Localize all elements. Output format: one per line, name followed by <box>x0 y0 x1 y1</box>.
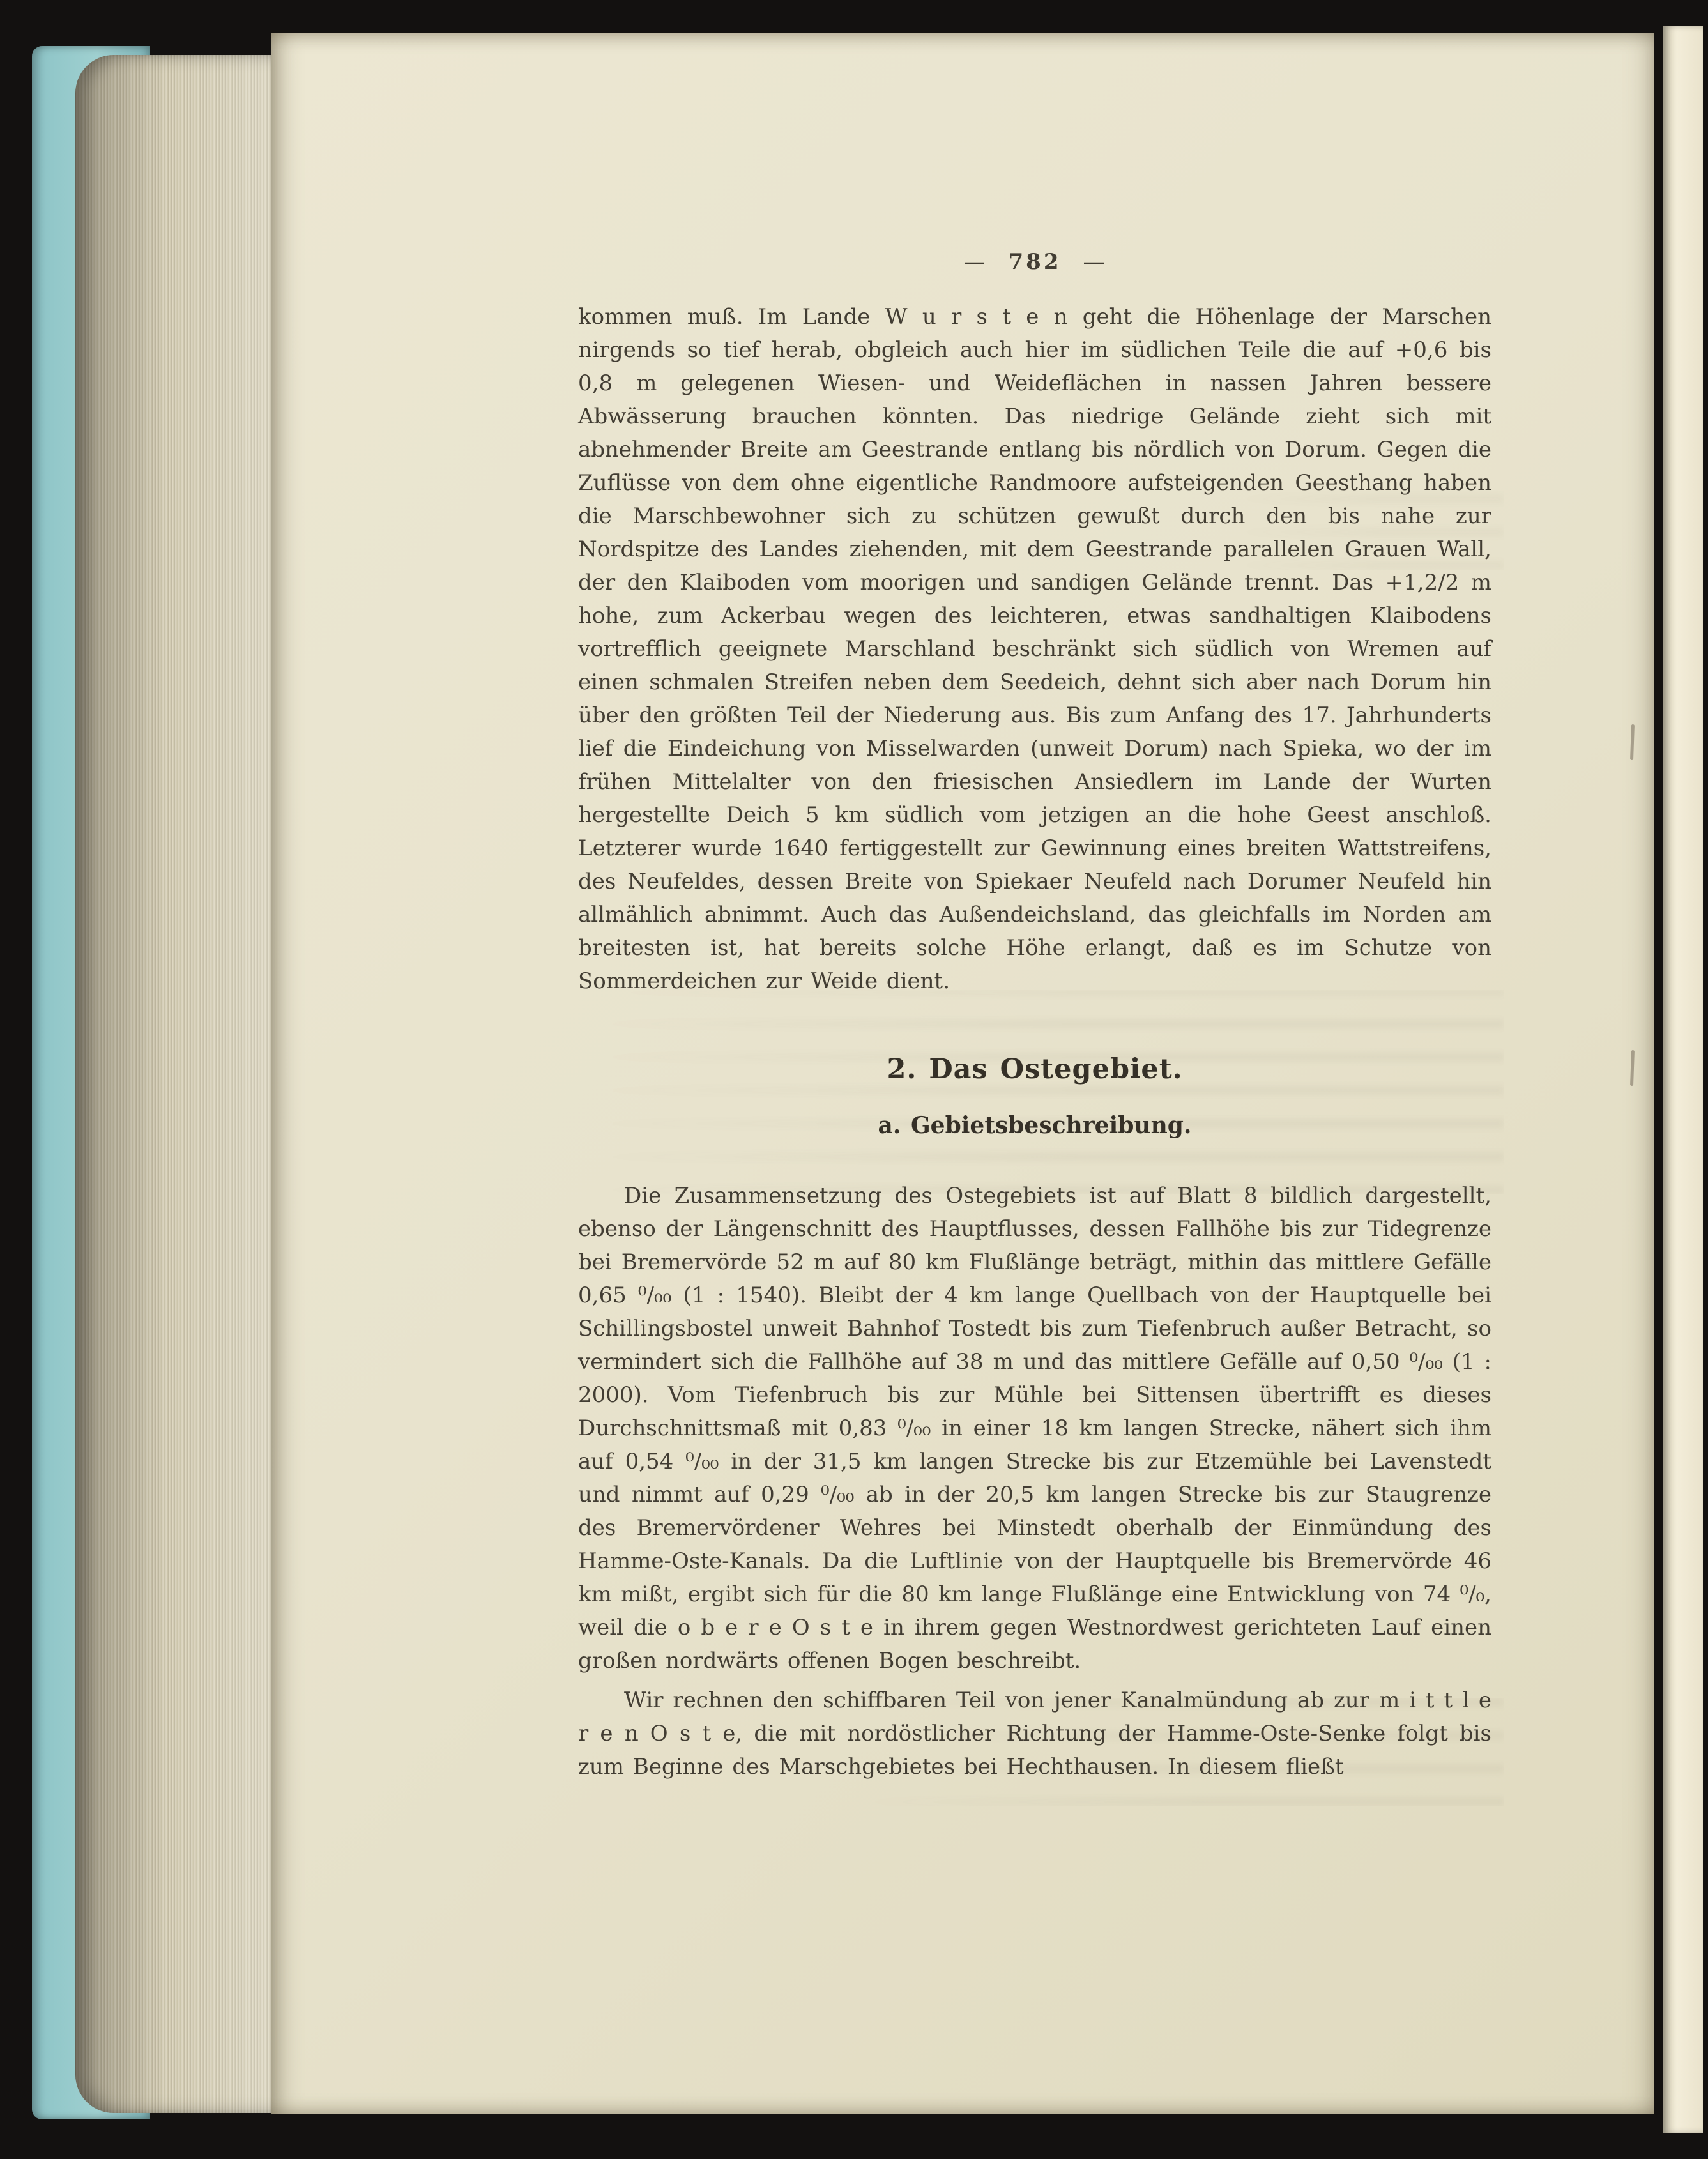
text-block <box>578 300 1491 1790</box>
next-page-edge <box>1663 26 1703 2133</box>
page-number: 782 <box>1008 249 1062 275</box>
page-number-dash-left: — <box>963 249 987 275</box>
paragraph-mittlere-oste: Wir rechnen den schiffbaren Teil von jener Kanalmündung ab zur m i t t l e r e n O s t e, die mit nordöstlicher Richtung der Hamme-Oste-Senke folgt bis zum Beginne des Marschgebietes bei Hechthausen. In diesem fließt <box>578 1688 1491 1780</box>
subsection-heading: a. Gebietsbeschreibung. <box>878 1112 1192 1139</box>
section-heading: 2. Das Ostegebiet. <box>887 1053 1183 1085</box>
book-page <box>271 33 1654 2114</box>
paragraph-gebietsbeschreibung: Die Zusammensetzung des Ostegebiets ist auf Blatt 8 bildlich dargestellt, ebenso der Längenschnitt des Hauptflusses, dessen Fallhöhe bis zur Tidegrenze bei Bremervörde 52 m auf 80 km Flußlänge beträgt, mithin das mittlere Gefälle 0,65 ⁰/₀₀ (1 : 1540). Bleibt der 4 km lange Quellbach von der Hauptquelle bei Schillingsbostel unweit Bahnhof Tostedt bis zum Tiefenbruch außer Betracht, so vermindert sich die Fallhöhe auf 38 m und das mittlere Gefälle auf 0,50 ⁰/₀₀ (1 : 2000). Vom Tiefenbruch bis zur Mühle bei Sittensen übertrifft es dieses Durchschnittsmaß mit 0,83 ⁰/₀₀ in einer 18 km langen Strecke, nähert sich ihm auf 0,54 ⁰/₀₀ in der 31,5 km langen Strecke bis zur Etzemühle bei Lavenstedt und nimmt auf 0,29 ⁰/₀₀ ab in der 20,5 km langen Strecke bis zur Staugrenze des Bremervördener Wehres bei Minstedt oberhalb der Einmündung des Hamme-Oste-Kanals. Da die Luftlinie von der Hauptquelle bis Bremervörde 46 km mißt, ergibt sich für die 80 km lange Flußlänge eine Entwicklung von 74 ⁰/₀, weil die o b e r e O s t e in ihrem gegen Westnordwest gerichteten Lauf einen großen nordwärts offenen Bogen beschreibt. <box>578 1183 1491 1674</box>
binding-thread <box>1630 724 1635 760</box>
page-header <box>578 249 1491 275</box>
paragraph-continuation: kommen muß. Im Lande W u r s t e n geht die Höhenlage der Marschen nirgends so tief herab, obgleich auch hier im südlichen Teile die auf +0,6 bis 0,8 m gelegenen Wiesen- und Weideflächen in nassen Jahren bessere Abwässerung brauchen könnten. Das niedrige Gelände zieht sich mit abnehmender Breite am Geestrande entlang bis nördlich von Dorum. Gegen die Zuflüsse von dem ohne eigentliche Randmoore aufsteigenden Geesthang haben die Marschbewohner sich zu schützen gewußt durch den bis nahe zur Nordspitze des Landes ziehenden, mit dem Geestrande parallelen Grauen Wall, der den Klaiboden vom moorigen und sandigen Gelände trennt. Das +1,2/2 m hohe, zum Ackerbau wegen des leichteren, etwas sandhaltigen Klaibodens vortrefflich geeignete Marschland beschränkt sich südlich von Wremen auf einen schmalen Streifen neben dem Seedeich, dehnt sich aber nach Dorum hin über den größten Teil der Niederung aus. Bis zum Anfang des 17. Jahrhunderts lief die Eindeichung von Misselwarden (unweit Dorum) nach Spieka, wo der im frühen Mittelalter von den friesischen Ansiedlern im Lande der Wurten hergestellte Deich 5 km südlich vom jetzigen an die hohe Geest anschloß. Letzterer wurde 1640 fertiggestellt zur Gewinnung eines breiten Wattstreifens, des Neufeldes, dessen Breite von Spiekaer Neufeld nach Dorumer Neufeld hin allmählich abnimmt. Auch das Außendeichsland, das gleichfalls im Norden am breitesten ist, hat bereits solche Höhe erlangt, daß es im Schutze von Sommerdeichen zur Weide dient. <box>578 304 1491 994</box>
binding-thread <box>1630 1050 1635 1086</box>
page-number-dash-right: — <box>1083 249 1106 275</box>
page-stack-edge <box>75 55 281 2113</box>
